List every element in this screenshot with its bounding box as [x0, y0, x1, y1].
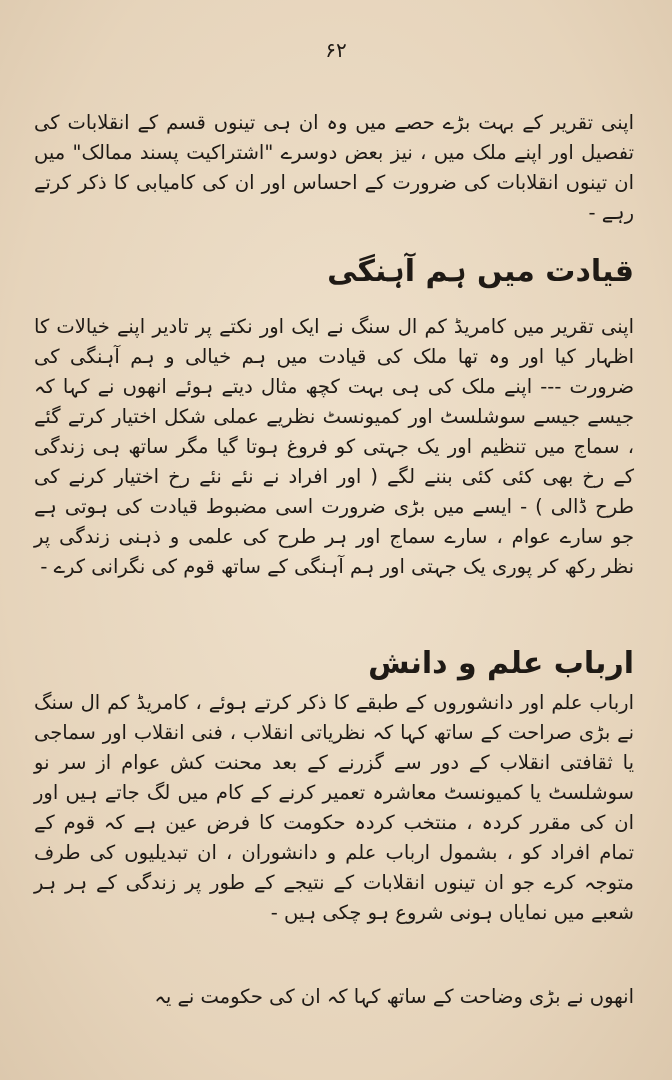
intro-paragraph: اپنی تقریر کے بہت بڑے حصے میں وہ ان ہی تینوں قسم کے انقلابات کی تفصیل اور اپنے ملک میں ، نیز بعض دوسرے "اشتراکیت پسند ممالک" میں ان تینوں انقلابات کی ضرورت کے احساس اور ان کی کامیابی کا ذکر کرتے رہے - [34, 111, 634, 224]
intellectuals-paragraph: ارباب علم اور دانشوروں کے طبقے کا ذکر کرتے ہوئے ، کامریڈ کم ال سنگ نے بڑی صراحت کے ساتھ کہا کہ نظریاتی انقلاب ، فنی انقلاب اور سماجی یا ثقافتی انقلاب کے دور سے گزرنے کے بعد محنت کش عوام از سر نو سوشلسٹ یا کمیونسٹ معاشرہ تعمیر کرنے کے کام میں لگ جاتے ہیں اور ان کی مقرر کردہ ، منتخب کردہ حکومت کا فرض عین ہے کہ قوم کے تمام افراد کو ، بشمول ارباب علم و دانشوران ، ان تبدیلیوں کی طرف متوجہ کرے جو ان تینوں انقلابات کے نتیجے کے طور پر زندگی کے ہر ہر شعبے میں نمایاں ہونی شروع ہو چکی ہیں - [34, 691, 634, 924]
section-heading-intellectuals: ارباب علم و دانش [368, 646, 634, 681]
section-heading-leadership: قیادت میں ہم آہنگی [327, 254, 634, 289]
page-number: ۶۲ [325, 38, 347, 62]
leadership-paragraph: اپنی تقریر میں کامریڈ کم ال سنگ نے ایک اور نکتے پر تادیر اپنے خیالات کا اظہار کیا اور وہ تھا ملک کی قیادت میں ہم خیالی و ہم آہنگی کی ضرورت --- اپنے ملک کی ہی بہت کچھ مثال دیتے ہوئے انھوں نے کہا کہ جیسے جیسے سوشلسٹ اور کمیونسٹ نظریے عملی شکل اختیار کرتے گئے ، سماج میں تنظیم اور یک جہتی کو فروغ ہوتا گیا مگر ساتھ ہی زندگی کے رخ بھی کئی کئی بننے لگے ( اور افراد نے نئے نئے رخ اختیار کرنے کی طرح ڈالی ) - ایسے میں بڑی ضرورت اسی مضبوط قیادت کی ہوتی ہے جو سارے عوام ، سارے سماج اور ہر طرح کی علمی و ذہنی زندگی پر نظر رکھ کر پوری یک جہتی اور ہم آہنگی کے ساتھ قوم کی نگرانی کرے - [34, 315, 634, 578]
continuation-line: انھوں نے بڑی وضاحت کے ساتھ کہا کہ ان کی حکومت نے یہ [154, 985, 634, 1008]
